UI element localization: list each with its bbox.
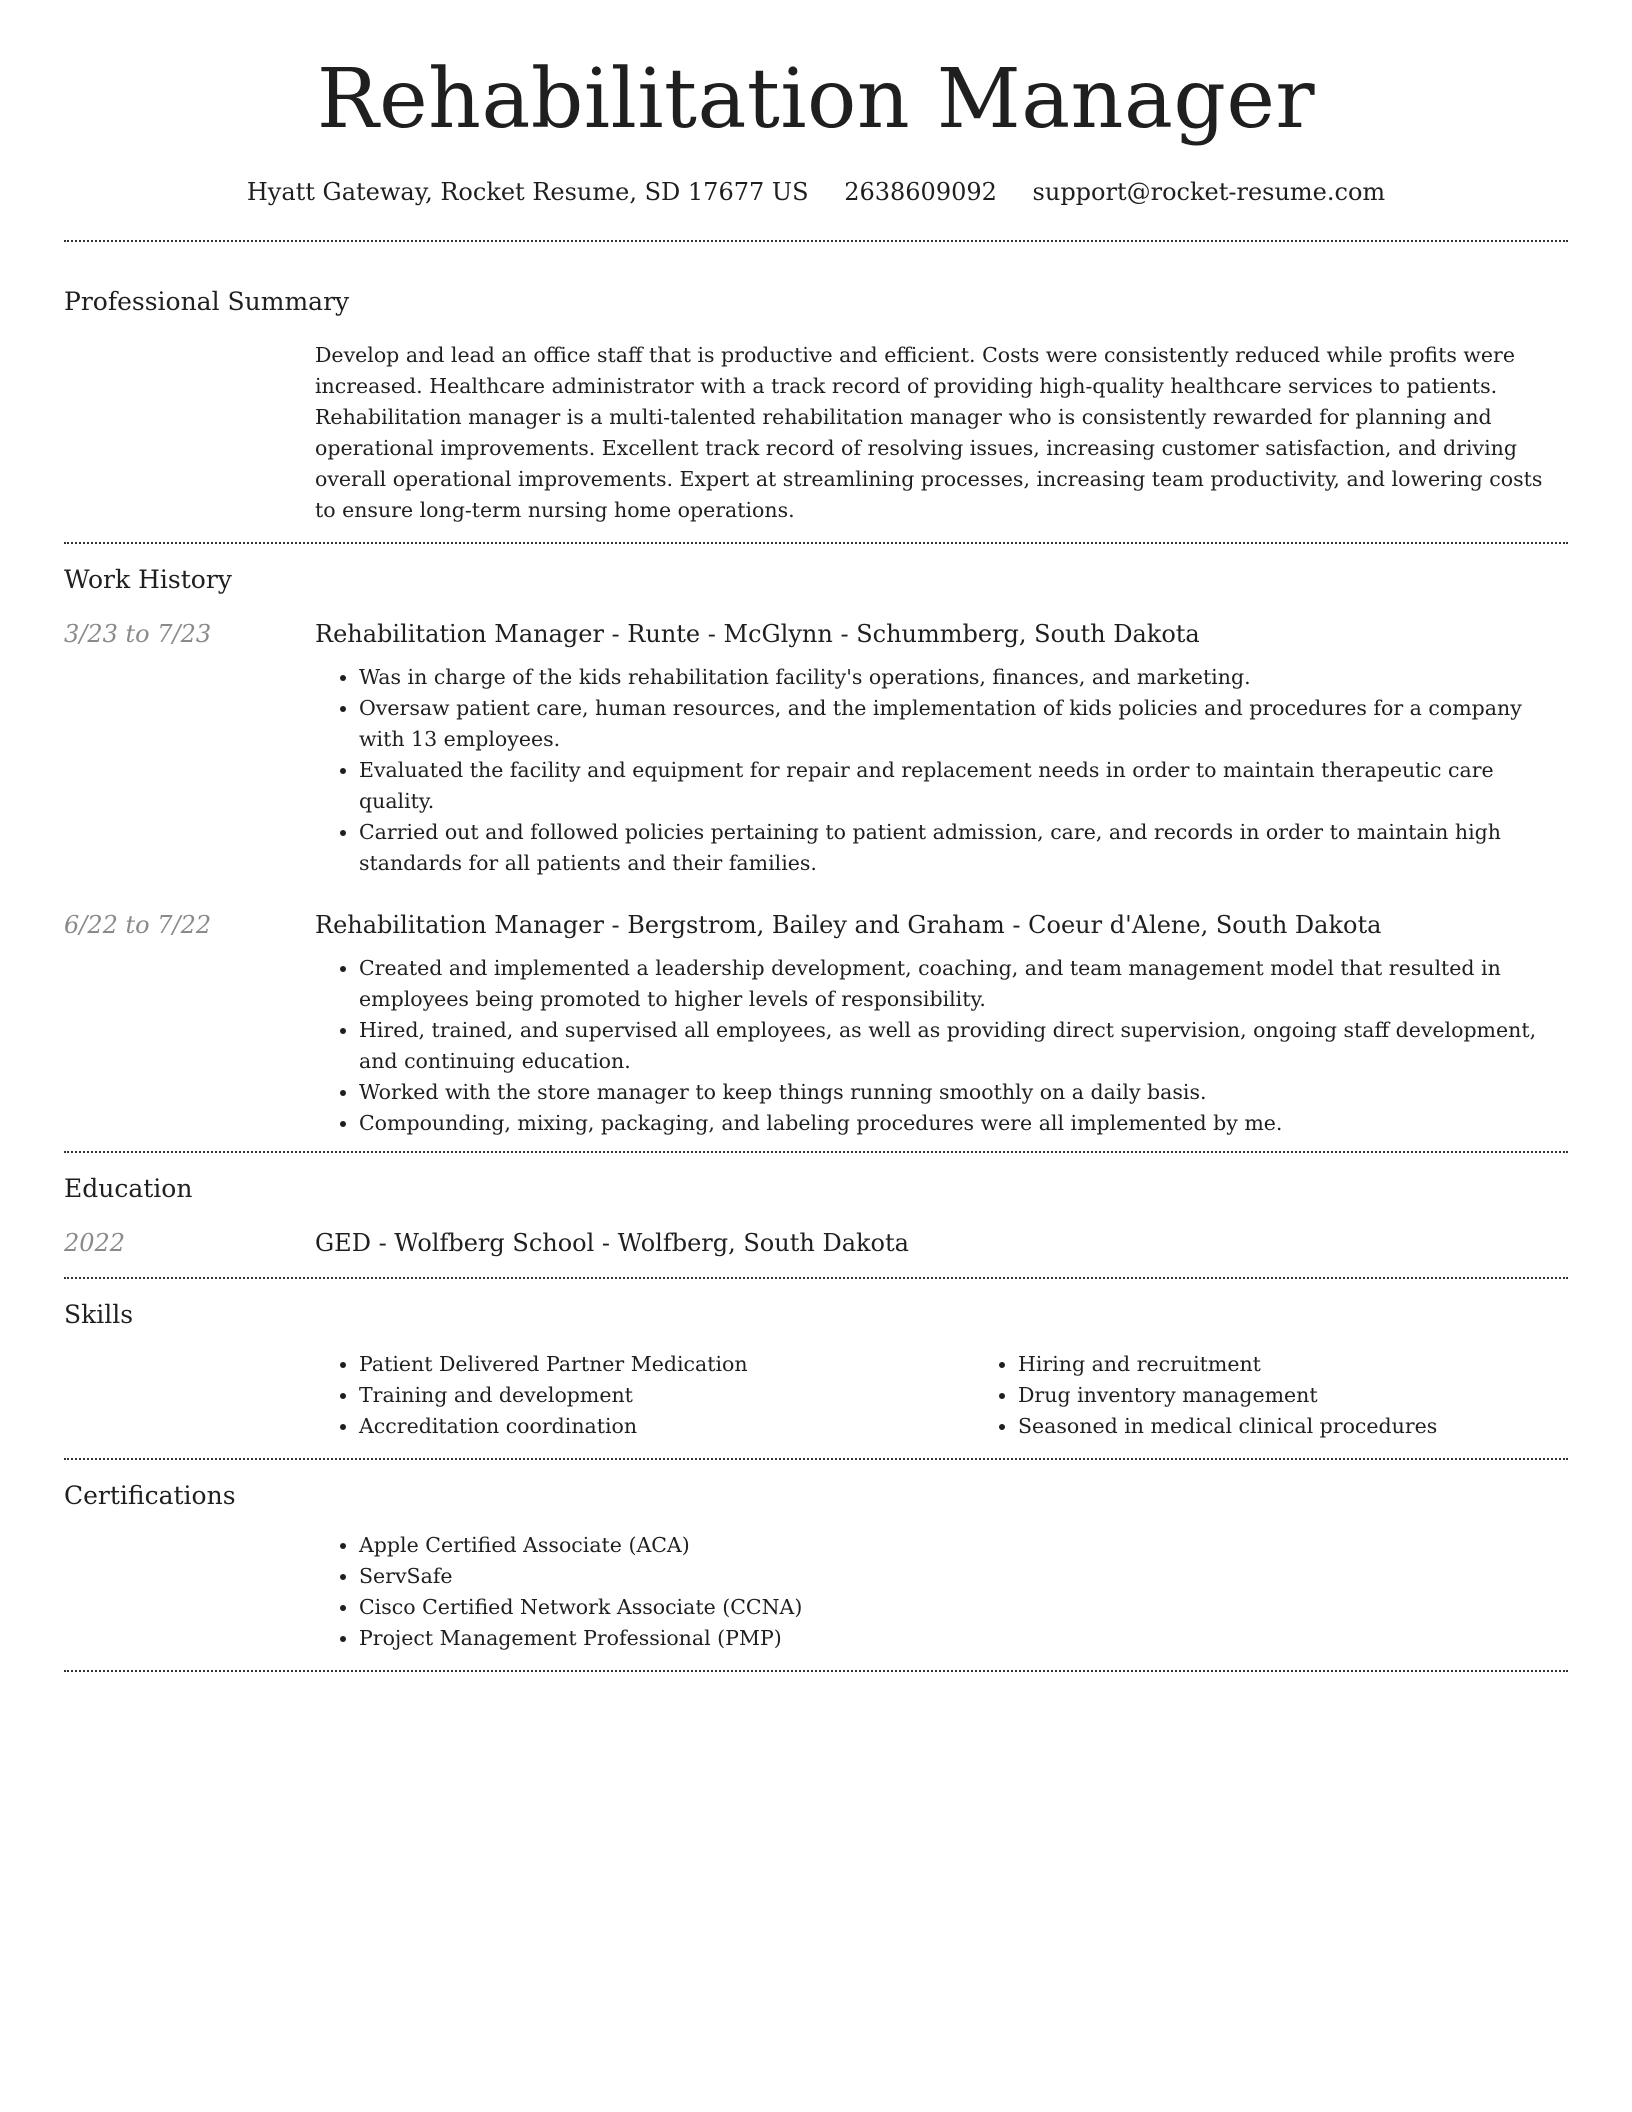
certifications-divider bbox=[64, 1670, 1568, 1672]
job-entry bbox=[64, 905, 1568, 1139]
job-entry bbox=[64, 614, 1568, 879]
job-body bbox=[315, 614, 1568, 879]
job-bullet: • Was in charge of the kids rehabilitation facility's operations, finances, and marketing. bbox=[359, 662, 1568, 693]
certification-item: • Cisco Certified Network Associate (CCNA) bbox=[359, 1592, 1568, 1623]
summary-right bbox=[315, 340, 1568, 526]
summary-text: Develop and lead an office staff that is productive and efficient. Costs were consistently reduced while profits were increased. Healthcare administrator with a track record of providing high-quality healthcare services to patients. Rehabilitation manager is a multi-talented rehabilitation manager who is consistently rewarded for planning and operational improvements. Excellent track record of resolving issues, increasing customer satisfaction, and driving overall operational improvements. Expert at streamlining processes, increasing team productivity, and lowering costs to ensure long-term nursing home operations. bbox=[315, 343, 1543, 522]
job-heading: Rehabilitation Manager - Bergstrom, Bailey and Graham - Coeur d'Alene, South Dakota bbox=[315, 911, 1382, 939]
education-heading: GED - Wolfberg School - Wolfberg, South Dakota bbox=[315, 1229, 909, 1257]
skills-section bbox=[64, 1279, 1568, 1442]
contact-email: support@rocket-resume.com bbox=[1032, 178, 1386, 206]
contact-address: Hyatt Gateway, Rocket Resume, SD 17677 US bbox=[246, 178, 809, 206]
certifications-list bbox=[315, 1530, 1568, 1654]
certification-item: • Project Management Professional (PMP) bbox=[359, 1623, 1568, 1654]
summary-section bbox=[64, 242, 1568, 526]
resume-header bbox=[64, 0, 1568, 212]
contact-line bbox=[64, 172, 1568, 212]
skill-item: • Training and development bbox=[359, 1380, 974, 1411]
contact-phone: 2638609092 bbox=[844, 178, 997, 206]
job-heading: Rehabilitation Manager - Runte - McGlynn - Schummberg, South Dakota bbox=[315, 620, 1200, 648]
skills-left-spacer bbox=[64, 1349, 315, 1442]
job-bullet: • Oversaw patient care, human resources, and the implementation of kids policies and procedures for a company with 13 employees. bbox=[359, 693, 1568, 755]
work-title: Work History bbox=[64, 565, 232, 594]
certification-item: • ServSafe bbox=[359, 1561, 1568, 1592]
education-section bbox=[64, 1153, 1568, 1263]
certifications-body bbox=[315, 1530, 1568, 1654]
job-date: 6/22 to 7/22 bbox=[64, 911, 212, 939]
education-title: Education bbox=[64, 1174, 193, 1203]
work-section bbox=[64, 544, 1568, 1139]
job-bullet: • Evaluated the facility and equipment for repair and replacement needs in order to maintain therapeutic care quality. bbox=[359, 755, 1568, 817]
job-bullet: • Worked with the store manager to keep things running smoothly on a daily basis. bbox=[359, 1077, 1568, 1108]
certifications-left-spacer bbox=[64, 1530, 315, 1654]
job-row bbox=[64, 905, 1568, 1139]
education-row bbox=[64, 1223, 1568, 1263]
certification-item: • Apple Certified Associate (ACA) bbox=[359, 1530, 1568, 1561]
job-bullet: • Compounding, mixing, packaging, and labeling procedures were all implemented by me. bbox=[359, 1108, 1568, 1139]
job-row bbox=[64, 614, 1568, 879]
skills-list-right bbox=[974, 1349, 1632, 1442]
job-bullets bbox=[315, 662, 1568, 879]
skills-columns bbox=[315, 1349, 1632, 1442]
summary-row bbox=[64, 340, 1568, 526]
certifications-title: Certifications bbox=[64, 1481, 236, 1510]
summary-title: Professional Summary bbox=[64, 287, 350, 316]
summary-left bbox=[64, 340, 315, 526]
job-bullet: • Hired, trained, and supervised all employees, as well as providing direct supervision, ongoing staff development, and continuing education. bbox=[359, 1015, 1568, 1077]
skill-item: • Accreditation coordination bbox=[359, 1411, 974, 1442]
job-bullets bbox=[315, 953, 1568, 1139]
job-bullet: • Carried out and followed policies pertaining to patient admission, care, and records in order to maintain high standards for all patients and their families. bbox=[359, 817, 1568, 879]
skill-item: • Drug inventory management bbox=[1018, 1380, 1632, 1411]
job-bullet: • Created and implemented a leadership development, coaching, and team management model that resulted in employees being promoted to higher levels of responsibility. bbox=[359, 953, 1568, 1015]
certifications-row bbox=[64, 1530, 1568, 1654]
job-body bbox=[315, 905, 1568, 1139]
candidate-name: Rehabilitation Manager bbox=[316, 52, 1316, 147]
certifications-section bbox=[64, 1460, 1568, 1654]
skills-row bbox=[64, 1349, 1568, 1442]
skill-item: • Patient Delivered Partner Medication bbox=[359, 1349, 974, 1380]
job-date: 3/23 to 7/23 bbox=[64, 620, 212, 648]
skills-title: Skills bbox=[64, 1300, 134, 1329]
education-date: 2022 bbox=[64, 1229, 126, 1257]
skill-item: • Seasoned in medical clinical procedures bbox=[1018, 1411, 1632, 1442]
skills-list-left bbox=[315, 1349, 974, 1442]
skill-item: • Hiring and recruitment bbox=[1018, 1349, 1632, 1380]
